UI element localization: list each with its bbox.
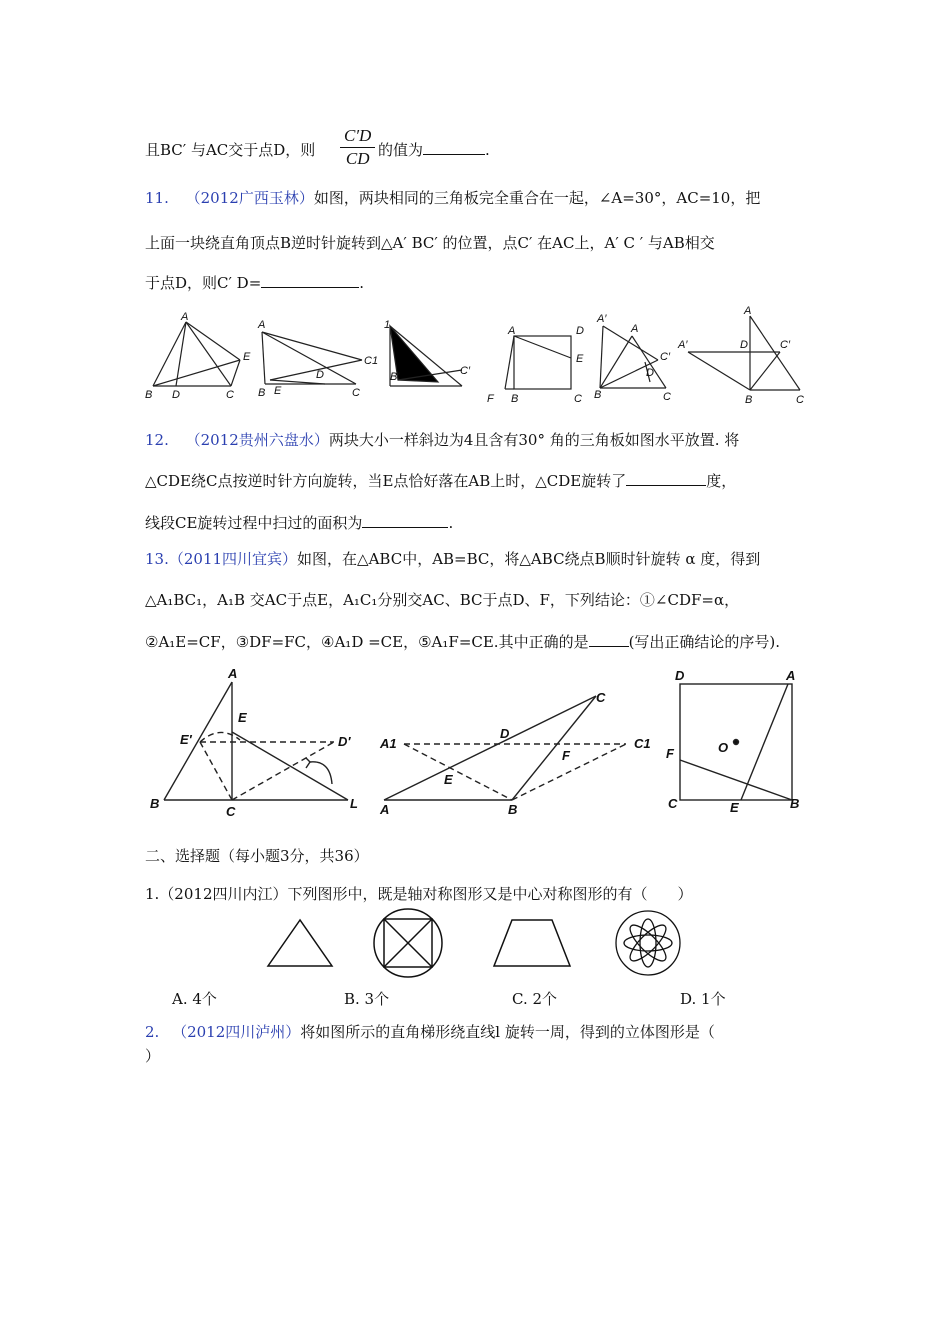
answer-blank[interactable] (362, 513, 448, 528)
figure-1-6-labels (677, 305, 804, 406)
q13-line2: △A₁BC₁，A₁B 交AC于点E，A₁C₁分别交AC、BC于点D、F，下列结论：①∠CDF=α， (145, 591, 740, 609)
choice2-line2: ） (145, 1047, 161, 1065)
answer-blank[interactable] (589, 632, 629, 647)
label: C′ (660, 351, 671, 363)
label: C (352, 387, 360, 399)
label: E (274, 385, 282, 397)
label: F (487, 393, 494, 405)
answer-blank[interactable] (626, 471, 706, 486)
label: C (226, 804, 236, 819)
option-d[interactable]: D. 1个 (680, 990, 726, 1008)
figure-1-5-labels (594, 313, 671, 403)
label: A′ (678, 339, 688, 351)
answer-blank[interactable] (261, 273, 359, 288)
label: C′ (780, 339, 791, 351)
figure-2-3 (680, 684, 792, 800)
triangle-shape (268, 920, 332, 966)
label: C (668, 796, 678, 811)
label: B (508, 802, 518, 817)
question-source: （2012贵州六盘水） (185, 431, 329, 449)
label: C (663, 391, 671, 403)
label: E (238, 710, 247, 725)
figure-2-2 (384, 696, 626, 800)
label: C (226, 389, 234, 401)
label: D (172, 389, 180, 401)
q13-line3: ②A₁E=CF，③DF=FC，④A₁D =CE，⑤A₁F=CE.其中正确的是 (写出正确结论的序号). (145, 633, 781, 651)
label: L (350, 796, 358, 811)
figure-1-1 (153, 322, 240, 386)
label: C (796, 394, 804, 406)
fraction-denominator: CD (345, 149, 370, 168)
q10-tail: 且BC′ 与AC交于点D，则 (145, 141, 316, 159)
label: B (150, 796, 160, 811)
flower-circle-shape (616, 911, 680, 975)
label: D (646, 367, 654, 379)
label: A′ (597, 313, 607, 325)
answer-blank[interactable] (423, 140, 485, 155)
figure-1-5 (600, 326, 666, 388)
label: E′ (180, 732, 192, 747)
label: A (380, 802, 390, 817)
label: D′ (338, 734, 351, 749)
q13-line1: 13.（2011四川宜宾）如图，在△ABC中，AB=BC，将△ABC绕点B顺时针旋转 α 度，得到 (145, 550, 761, 568)
q11-line2: 上面一块绕直角顶点B逆时针旋转到△A′ BC′ 的位置，点C′ 在AC上，A′ C ′ 与AB相交 (145, 234, 715, 252)
question-source: （2011四川宜宾） (168, 550, 298, 568)
q11-line1: 11. （2012广西玉林）如图，两块相同的三角板完全重合在一起，∠A=30°，AC=10，把 (145, 189, 761, 207)
label: A (258, 319, 266, 331)
section-title: 二、选择题（每小题3分，共36） (145, 847, 369, 865)
figure-2-3-labels (666, 668, 799, 815)
circle-square-shape (374, 909, 442, 977)
label: A1 (380, 736, 397, 751)
label: D (576, 325, 584, 337)
question-number: 11. (145, 189, 169, 207)
label: A (631, 323, 639, 335)
q10-tail-suffix: 的值为 . (378, 141, 490, 159)
figure-1-4 (505, 336, 571, 389)
label: B (145, 389, 153, 401)
q10-fraction (340, 126, 375, 169)
figure-1-4-labels (487, 325, 584, 405)
label: A (786, 668, 796, 683)
figure-1-6 (688, 316, 800, 390)
label: A (508, 325, 516, 337)
label: F (666, 746, 674, 761)
label: F (562, 748, 570, 763)
label: C′ (460, 365, 471, 377)
question-source: （2012广西玉林） (185, 189, 314, 207)
question-source: （2012四川泸州） (172, 1023, 301, 1041)
option-a[interactable]: A. 4个 (172, 990, 217, 1008)
option-b[interactable]: B. 3个 (344, 990, 390, 1008)
question-number: 12. (145, 431, 169, 449)
label: A (744, 305, 752, 317)
fraction-numerator: C′D (344, 126, 372, 145)
q12-line2: △CDE绕C点按逆时针方向旋转，当E点恰好落在AB上时，△CDE旋转了 度， (145, 472, 737, 490)
figure-1-2 (262, 332, 362, 384)
label: B′ (390, 371, 400, 383)
label: O (718, 740, 729, 755)
label: E (576, 353, 584, 365)
label: 1 (384, 319, 391, 331)
figure-row-2 (0, 660, 950, 820)
label: D (500, 726, 510, 741)
question-number: 13. (145, 550, 169, 568)
label: C (574, 393, 582, 405)
label: D (740, 339, 748, 351)
label: C1 (634, 736, 651, 751)
label: E (243, 351, 251, 363)
label: B (790, 796, 800, 811)
figure-1-3 (390, 326, 462, 386)
label: E (444, 772, 453, 787)
label: D (316, 369, 324, 381)
q12-line1: 12. （2012贵州六盘水）两块大小一样斜边为4且含有30° 角的三角板如图水平放置. 将 (145, 431, 740, 449)
label: E (730, 800, 739, 815)
q12-line3: 线段CE旋转过程中扫过的面积为 . (145, 514, 454, 532)
label: B (258, 387, 266, 399)
label: A (228, 666, 238, 681)
label: D (675, 668, 685, 683)
figure-row-1 (0, 305, 950, 408)
label: A (181, 311, 189, 323)
fraction-bar (340, 147, 375, 148)
question-number: 2. (145, 1023, 160, 1041)
trapezoid-shape (494, 920, 570, 966)
label: B (745, 394, 753, 406)
option-c[interactable]: C. 2个 (512, 990, 558, 1008)
q11-line3: 于点D，则C′ D= . (145, 274, 365, 292)
choice1-figures (0, 910, 950, 990)
choice1-text: 1.（2012四川内江）下列图形中，既是轴对称图形又是中心对称图形的有（ ） (145, 885, 693, 903)
label: C1 (364, 355, 379, 367)
label: C (596, 690, 606, 705)
label: B (511, 393, 519, 405)
label: B (594, 389, 602, 401)
choice2-line1: 2. （2012四川泸州）将如图所示的直角梯形绕直线l 旋转一周，得到的立体图形是（ (145, 1023, 715, 1041)
